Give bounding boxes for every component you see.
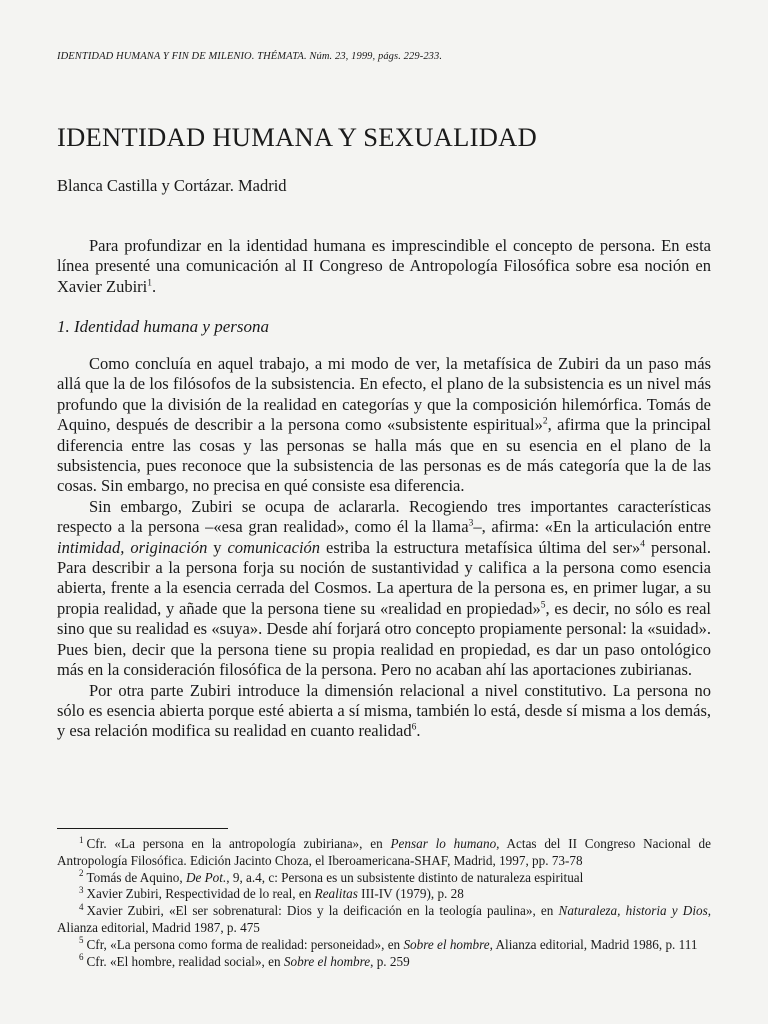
footnote-text: Cfr, «La persona como forma de realidad: personeidad», en [86, 936, 404, 952]
footnote-text: , p. 259 [370, 953, 410, 969]
intro-paragraph [57, 236, 711, 297]
footnote-emphasis: Sobre el hombre [283, 953, 371, 969]
para2-emphasis-1: intimidad, originación [57, 537, 208, 557]
para3-text-a: Por otra parte Zubiri introduce la dimensión relacional a nivel constitutivo. La persona no sólo es esencia abierta porque esté abierta a sí misma, también lo está, desde sí misma a los demás, y esa relación modifica su realidad en cuanto realidad [57, 680, 711, 741]
footnote-text: Actas del II Congreso Nacional de Antropología Filosófica. Edición Jacinto Choza, el Iberoamericana-SHAF, Madrid, 1997, pp. 73-78 [57, 836, 711, 868]
footnote-text: , Alianza editorial, Madrid 1987, p. 475 [57, 903, 712, 935]
footnotes [57, 836, 711, 970]
footnote-text: III-IV (1979), p. 28 [357, 886, 464, 902]
footnote-text: , 9, a.4, c: Persona es un subsistente distinto de naturaleza espiritual [226, 869, 584, 885]
footnote-ref-1: 1 [147, 278, 153, 289]
footnote-emphasis: Naturaleza, historia y Dios [558, 903, 708, 919]
footnote-emphasis: Sobre el hombre [403, 936, 490, 952]
para2-emphasis-2: comunicación [227, 537, 321, 557]
footnote-number: 5 [79, 935, 84, 946]
footnote-ref-4: 4 [640, 539, 646, 550]
footnote-text: Cfr. «El hombre, realidad social», en [86, 953, 284, 969]
footnote-ref-3: 3 [468, 518, 474, 529]
footnote-emphasis: De Pot. [185, 869, 227, 885]
article-title: IDENTIDAD HUMANA Y SEXUALIDAD [57, 122, 538, 152]
para2-text-c: y [207, 537, 228, 557]
main-text [57, 354, 711, 742]
para1-text-b: , afirma que la principal diferencia entre las cosas y las personas se halla más que en su esencia en el plano de la subsistencia, pues reconoce que la subsistencia de las personas es de más categoría que la de las cosas. Sin embargo, no precisa en qué consiste esa diferencia. [57, 415, 711, 496]
paragraph-2 [57, 497, 711, 681]
para2-text-d: estriba la estructura metafísica última del ser» [320, 537, 641, 557]
footnote-emphasis: Pensar lo humano, [390, 836, 500, 851]
para2-text-b: –, afirma: «En la articulación entre [473, 517, 711, 537]
footnote-text: Xavier Zubiri, «El ser sobrenatural: Dios y la deificación en la teología paulina», en [86, 903, 559, 919]
para1-text-a: Como concluía en aquel trabajo, a mi modo de ver, la metafísica de Zubiri da un paso más allá que la de los filósofos de la subsistencia. En efecto, el plano de la subsistencia es un nivel más profundo que la división de la realidad en categorías y que la composición hilemórfica. Tomás de Aquino, después de describir a la persona como «subsistente espiritual» [57, 354, 711, 435]
footnote-number: 3 [79, 885, 84, 895]
footnote-number: 2 [79, 868, 84, 879]
footnote-text: , Alianza editorial, Madrid 1986, p. 111 [489, 936, 698, 952]
para3-end: . [416, 721, 421, 741]
author-line: Blanca Castilla y Cortázar. Madrid [57, 176, 287, 195]
para2-text-e: personal. Para describir a la persona forja su noción de sustantividad y califica a la persona como esencia abierta, frente a la esencia cerrada del Cosmos. La apertura de la persona es, en primer lugar, a su propia realidad, y añade que la persona tiene su «realidad en propiedad» [57, 537, 711, 618]
footnote-text: Cfr. «La persona en la antropología zubiriana», en [86, 836, 391, 851]
footnote [57, 870, 711, 887]
intro-end: . [152, 276, 157, 296]
footnote-text: Tomás de Aquino, [86, 869, 186, 885]
footnote [57, 886, 711, 903]
paragraph-3 [57, 681, 711, 742]
running-head: IDENTIDAD HUMANA Y FIN DE MILENIO. THÉMATA. Núm. 23, 1999, págs. 229-233. [57, 51, 443, 62]
footnote-number: 1 [79, 834, 84, 845]
footnote-number: 4 [79, 901, 84, 912]
footnote-ref-2: 2 [542, 416, 548, 427]
para2-text-f: , es decir, no sólo es real sino que su realidad es «suya». Desde ahí forjará otro concepto propiamente personal: la «suidad». Pues bien, decir que la persona tiene su propia realidad en propiedad, es dar un paso ontológico más en la consideración filosófica de la persona. Pero no acaban ahí las aportaciones zubirianas. [57, 598, 711, 680]
footnote-text: Xavier Zubiri, Respectividad de lo real, en [86, 886, 315, 902]
para2-text-a: Sin embargo, Zubiri se ocupa de aclararla. Recogiendo tres importantes características respecto a la persona –«esa gran realidad», como él la llama [57, 496, 711, 537]
footnote [57, 903, 711, 937]
intro-text: Para profundizar en la identidad humana es imprescindible el concepto de persona. En esta línea presenté una comunicación al II Congreso de Antropología Filosófica sobre esa noción en Xavier Zubiri [57, 236, 711, 296]
footnote-ref-6: 6 [411, 722, 417, 733]
footnote-number: 6 [79, 952, 84, 963]
footnote-emphasis: Realitas [314, 886, 358, 902]
paragraph-1 [57, 354, 711, 497]
footnote-separator [57, 828, 228, 829]
footnote [57, 836, 711, 870]
footnote [57, 954, 711, 971]
section-heading: 1. Identidad humana y persona [57, 317, 270, 336]
footnote-ref-5: 5 [540, 600, 546, 611]
footnote [57, 937, 711, 954]
